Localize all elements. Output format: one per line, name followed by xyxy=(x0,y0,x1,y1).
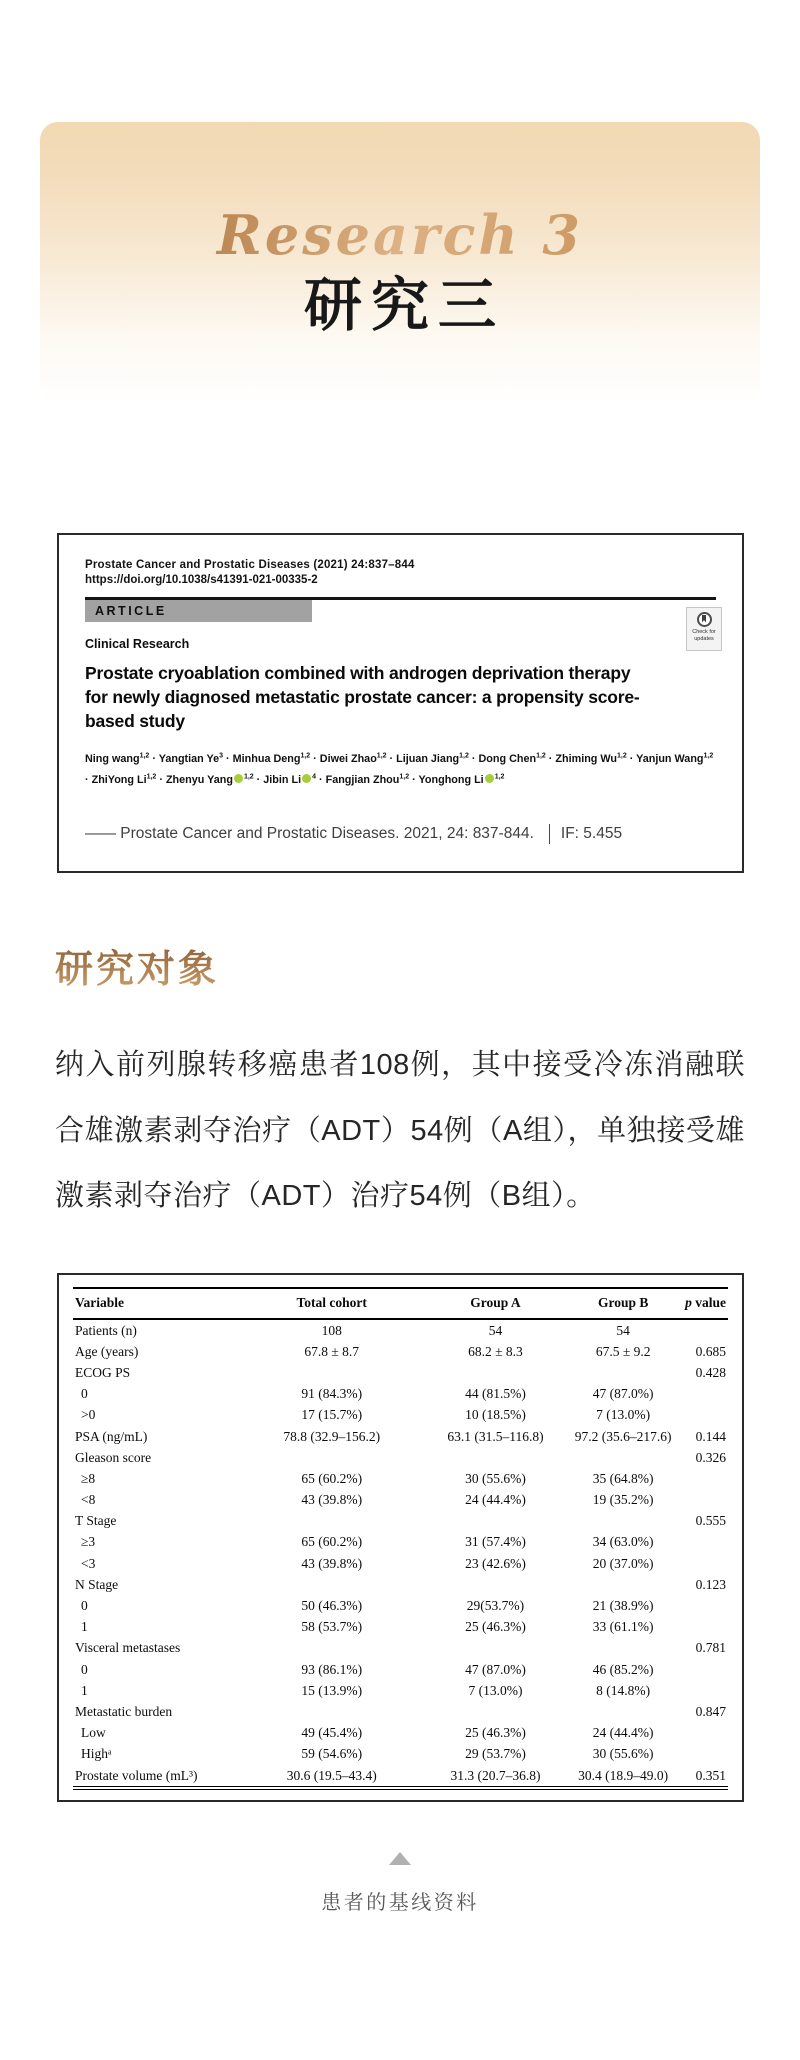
table-cell xyxy=(676,1532,728,1553)
author-name: Jibin Li xyxy=(263,774,302,787)
table-cell xyxy=(676,1680,728,1701)
author-separator: · xyxy=(223,753,233,766)
citation-divider xyxy=(549,824,550,844)
table-row xyxy=(73,1617,728,1638)
row-label: <8 xyxy=(81,1492,96,1508)
author-name: ZhiYong Li xyxy=(91,774,147,787)
table-row xyxy=(73,1680,728,1701)
author-separator: · xyxy=(85,774,92,787)
table-cell: 47 (87.0%) xyxy=(592,1386,654,1402)
table-row xyxy=(73,1553,728,1574)
paper-screenshot-card xyxy=(57,533,744,873)
baseline-table-head-row xyxy=(73,1288,728,1319)
table-cell: 15 (13.9%) xyxy=(301,1682,363,1698)
table-cell: 49 (45.4%) xyxy=(301,1725,363,1741)
column-header: Group A xyxy=(420,1288,571,1319)
table-cell: 65 (60.2%) xyxy=(301,1470,363,1486)
baseline-table xyxy=(73,1287,728,1790)
row-label: 1 xyxy=(81,1682,88,1698)
table-row xyxy=(73,1765,728,1788)
row-label: ECOG PS xyxy=(75,1364,131,1380)
doi-line: https://doi.org/10.1038/s41391-021-00335-2 xyxy=(85,574,318,586)
table-cell xyxy=(571,1511,676,1532)
row-label: <3 xyxy=(81,1555,96,1571)
table-row xyxy=(73,1341,728,1362)
table-cell xyxy=(571,1701,676,1722)
table-cell xyxy=(420,1362,571,1383)
table-cell: 54 xyxy=(488,1322,503,1338)
table-cell: 29 (53.7%) xyxy=(465,1746,526,1762)
table-cell xyxy=(420,1511,571,1532)
author-name: Yanjun Wang xyxy=(636,753,704,766)
triangle-up-icon xyxy=(389,1852,411,1865)
author-affiliation-sup: 1,2 xyxy=(399,773,410,781)
table-cell xyxy=(676,1659,728,1680)
table-cell: 24 (44.4%) xyxy=(592,1725,654,1741)
table-row xyxy=(73,1659,728,1680)
author-affiliation-sup: 1,2 xyxy=(376,752,387,760)
author-affiliation-sup: 3 xyxy=(219,752,224,760)
row-label: PSA (ng/mL) xyxy=(75,1428,148,1444)
table-cell: 54 xyxy=(616,1322,630,1338)
table-cell: 44 (81.5%) xyxy=(465,1386,526,1402)
table-caption: 患者的基线资料 xyxy=(321,1892,479,1915)
clinical-research-label: Clinical Research xyxy=(85,637,190,651)
table-cell: 0.555 xyxy=(695,1513,726,1529)
table-cell: 59 (54.6%) xyxy=(301,1746,363,1762)
author-separator: · xyxy=(253,774,264,787)
table-cell: 25 (46.3%) xyxy=(465,1619,526,1635)
table-cell xyxy=(420,1574,571,1595)
author-separator: · xyxy=(315,774,326,787)
table-cell: 93 (86.1%) xyxy=(301,1661,363,1677)
row-label: Prostate volume (mL³) xyxy=(75,1767,198,1783)
table-row xyxy=(73,1362,728,1383)
baseline-table-card xyxy=(57,1273,744,1802)
table-cell: 30.6 (19.5–43.4) xyxy=(286,1767,377,1783)
table-cell xyxy=(676,1744,728,1765)
table-cell: 7 (13.0%) xyxy=(468,1682,523,1698)
author-affiliation-sup: 1,2 xyxy=(146,773,157,781)
row-label: Metastatic burden xyxy=(75,1703,173,1719)
table-row xyxy=(73,1511,728,1532)
author-affiliation-sup: 1,2 xyxy=(703,752,714,760)
row-label: >0 xyxy=(81,1407,96,1423)
table-cell: 58 (53.7%) xyxy=(301,1619,363,1635)
author-separator: · xyxy=(545,753,556,766)
author-affiliation-sup: 1,2 xyxy=(243,773,254,781)
check-for-updates-badge xyxy=(686,607,722,651)
table-cell: 0.326 xyxy=(695,1449,726,1465)
table-cell: 33 (61.1%) xyxy=(592,1619,654,1635)
author-name: Ning wang xyxy=(85,753,140,766)
author-separator: · xyxy=(468,753,479,766)
column-header: Group B xyxy=(571,1288,676,1319)
table-cell: 19 (35.2%) xyxy=(592,1492,654,1508)
table-cell: 108 xyxy=(321,1322,342,1338)
table-cell: 78.8 (32.9–156.2) xyxy=(283,1428,381,1444)
table-row xyxy=(73,1489,728,1510)
table-cell: 31.3 (20.7–36.8) xyxy=(450,1767,541,1783)
study-paragraph: 纳入前列腺转移癌患者108例，其中接受冷冻消融联合雄激素剥夺治疗（ADT）54例（A组），单独接受雄激素剥夺治疗（ADT）治疗54例（B组）。 xyxy=(55,1049,745,1213)
table-cell: 0.123 xyxy=(695,1576,726,1592)
table-cell: 24 (44.4%) xyxy=(465,1492,526,1508)
table-cell: 43 (39.8%) xyxy=(301,1492,363,1508)
table-cell: 0.781 xyxy=(695,1640,726,1656)
table-cell: 47 (87.0%) xyxy=(465,1661,526,1677)
table-cell: 30 (55.6%) xyxy=(592,1746,654,1762)
row-label: T Stage xyxy=(75,1513,117,1529)
author-separator: · xyxy=(149,753,159,766)
paper-authors xyxy=(85,749,716,791)
table-cell: 30.4 (18.9–49.0) xyxy=(578,1767,669,1783)
table-row xyxy=(73,1384,728,1405)
table-cell: 21 (38.9%) xyxy=(592,1598,654,1614)
orcid-icon xyxy=(485,774,494,783)
impact-factor: IF: 5.455 xyxy=(560,824,623,842)
author-name: Fangjian Zhou xyxy=(325,774,400,787)
table-row xyxy=(73,1405,728,1426)
table-cell xyxy=(571,1638,676,1659)
caption-block xyxy=(0,1852,800,1915)
table-cell: 23 (42.6%) xyxy=(465,1555,526,1571)
table-cell xyxy=(243,1447,420,1468)
table-row xyxy=(73,1468,728,1489)
article-page xyxy=(0,122,800,2060)
table-cell: 10 (18.5%) xyxy=(465,1407,526,1423)
author-name: Minhua Deng xyxy=(232,753,301,766)
table-row xyxy=(73,1595,728,1616)
table-row xyxy=(73,1426,728,1447)
table-row xyxy=(73,1532,728,1553)
table-cell xyxy=(676,1489,728,1510)
table-cell xyxy=(676,1723,728,1744)
author-name: Dong Chen xyxy=(478,753,537,766)
table-cell: 0.685 xyxy=(695,1343,726,1359)
table-cell xyxy=(676,1553,728,1574)
table-cell xyxy=(571,1574,676,1595)
author-affiliation-sup: 1,2 xyxy=(536,752,546,760)
row-label: Low xyxy=(81,1725,106,1741)
table-cell: 25 (46.3%) xyxy=(465,1725,526,1741)
table-cell: 46 (85.2%) xyxy=(592,1661,654,1677)
table-cell: 0.428 xyxy=(695,1364,726,1380)
author-name: Yangtian Ye xyxy=(158,753,220,766)
research-cn-title: 研究三 xyxy=(303,273,505,339)
column-header: Total cohort xyxy=(243,1288,420,1319)
row-label: 0 xyxy=(81,1598,88,1614)
table-cell xyxy=(571,1362,676,1383)
column-header: p value xyxy=(676,1288,728,1319)
table-cell: 30 (55.6%) xyxy=(465,1470,526,1486)
paper-title: Prostate cryoablation combined with androgen deprivation therapy for newly diagnosed metastatic prostate cancer: a propensity score-based study xyxy=(85,663,640,732)
table-cell xyxy=(243,1701,420,1722)
table-cell xyxy=(676,1595,728,1616)
orcid-icon xyxy=(234,774,243,783)
author-name: Diwei Zhao xyxy=(319,753,377,766)
table-row xyxy=(73,1723,728,1744)
journal-line: Prostate Cancer and Prostatic Diseases (2021) 24:837–844 xyxy=(85,559,415,571)
table-row xyxy=(73,1744,728,1765)
author-separator: · xyxy=(156,774,166,787)
table-row xyxy=(73,1319,728,1341)
author-affiliation-sup: 4 xyxy=(312,773,316,781)
baseline-table-body xyxy=(73,1319,728,1788)
table-row xyxy=(73,1574,728,1595)
citation-text: —— Prostate Cancer and Prostatic Diseases. 2021, 24: 837-844. xyxy=(85,824,534,842)
table-cell: 63.1 (31.5–116.8) xyxy=(447,1428,544,1444)
orcid-icon xyxy=(302,774,311,783)
table-cell: 0.144 xyxy=(695,1428,726,1444)
author-separator: · xyxy=(386,753,397,766)
table-cell: 34 (63.0%) xyxy=(592,1534,654,1550)
table-cell xyxy=(676,1384,728,1405)
check-for-updates-icon xyxy=(697,612,712,627)
author-name: Zhiming Wu xyxy=(555,753,617,766)
row-label: 0 xyxy=(81,1386,88,1402)
table-cell: 97.2 (35.6–217.6) xyxy=(574,1428,672,1444)
table-cell: 0.351 xyxy=(695,1767,726,1783)
table-cell: 91 (84.3%) xyxy=(301,1386,363,1402)
table-cell xyxy=(243,1362,420,1383)
table-cell: 67.5 ± 9.2 xyxy=(595,1343,651,1359)
research-script-title: Research 3 xyxy=(40,206,760,265)
row-label: Gleason score xyxy=(75,1449,152,1465)
table-cell xyxy=(676,1319,728,1341)
table-cell: 65 (60.2%) xyxy=(301,1534,363,1550)
table-cell xyxy=(243,1574,420,1595)
table-cell: 35 (64.8%) xyxy=(592,1470,654,1486)
row-label: ≥8 xyxy=(81,1470,96,1486)
author-affiliation-sup: 1,2 xyxy=(459,752,469,760)
row-label: Patients (n) xyxy=(75,1322,137,1338)
author-affiliation-sup: 1,2 xyxy=(616,752,627,760)
author-separator: · xyxy=(409,774,419,787)
author-affiliation-sup: 1,2 xyxy=(300,752,311,760)
table-cell xyxy=(676,1468,728,1489)
table-cell xyxy=(243,1511,420,1532)
table-cell xyxy=(676,1617,728,1638)
table-cell xyxy=(420,1447,571,1468)
row-label: Age (years) xyxy=(75,1343,139,1359)
citation-row xyxy=(85,824,716,844)
author-name: Zhenyu Yang xyxy=(165,774,233,787)
table-cell xyxy=(420,1701,571,1722)
table-cell: 20 (37.0%) xyxy=(592,1555,654,1571)
author-separator: · xyxy=(310,753,320,766)
article-type-chip: ARTICLE xyxy=(85,600,312,622)
table-cell: 29(53.7%) xyxy=(466,1598,525,1614)
table-cell: 68.2 ± 8.3 xyxy=(468,1343,523,1359)
table-row xyxy=(73,1638,728,1659)
table-cell: 0.847 xyxy=(695,1703,726,1719)
row-label: 0 xyxy=(81,1661,88,1677)
table-cell xyxy=(676,1405,728,1426)
row-label: 1 xyxy=(81,1619,88,1635)
check-for-updates-label: Check for updates xyxy=(692,629,716,643)
row-label: N Stage xyxy=(75,1576,119,1592)
row-label: Visceral metastases xyxy=(75,1640,181,1656)
table-cell: 50 (46.3%) xyxy=(301,1598,363,1614)
table-cell xyxy=(571,1447,676,1468)
table-cell: 17 (15.7%) xyxy=(301,1407,363,1423)
author-affiliation-sup: 1,2 xyxy=(139,752,150,760)
table-cell xyxy=(420,1638,571,1659)
table-cell xyxy=(243,1638,420,1659)
table-row xyxy=(73,1701,728,1722)
table-cell: 67.8 ± 8.7 xyxy=(304,1343,360,1359)
table-cell: 43 (39.8%) xyxy=(301,1555,363,1571)
column-header: Variable xyxy=(73,1288,243,1319)
author-affiliation-sup: 1,2 xyxy=(494,773,505,781)
hero-banner xyxy=(40,122,760,405)
author-name: Yonghong Li xyxy=(418,774,484,787)
table-row xyxy=(73,1447,728,1468)
table-cell: 8 (14.8%) xyxy=(596,1682,651,1698)
row-label: Highᵃ xyxy=(81,1746,112,1762)
author-name: Lijuan Jiang xyxy=(396,753,460,766)
author-separator: · xyxy=(626,753,637,766)
table-cell: 7 (13.0%) xyxy=(596,1407,651,1423)
section-heading: 研究对象 xyxy=(55,946,219,995)
row-label: ≥3 xyxy=(81,1534,96,1550)
table-cell: 31 (57.4%) xyxy=(465,1534,526,1550)
